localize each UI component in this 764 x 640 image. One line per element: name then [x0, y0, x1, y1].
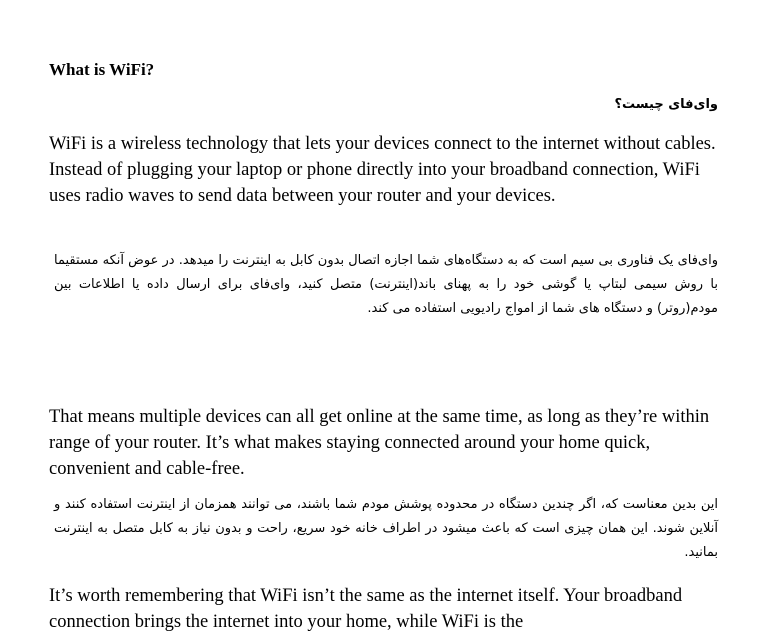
paragraph-2-persian: این بدین معناست که، اگر چندین دستگاه در محدوده پوشش مودم شما باشند، می توانند همزمان از اینترنت استفاده کنند و آنلاین شوند. این همان چیزی است که باعث میشود در اطراف خانه خود سریع، راحت و بدون نیاز به کابل متصل به اینترنت بمانید.	[54, 497, 718, 560]
heading-english: What is WiFi?	[49, 60, 155, 79]
heading-persian: وای‌فای چیست؟	[614, 97, 718, 112]
paragraph-2-english: That means multiple devices can all get online at the same time, as long as they’re within range of your router. It’s what makes staying connected around your home quick, convenient and cable-free.	[49, 407, 710, 479]
paragraph-3-english: It’s worth remembering that WiFi isn’t the same as the internet itself. Your broadband connection brings the internet into your home, while WiFi is the	[49, 586, 683, 632]
paragraph-1-persian: وای‌فای یک فناوری بی سیم است که به دستگاه‌های شما اجازه اتصال بدون کابل به اینترنت را میدهد. در عوض آنکه مستقیما با روش سیمی لبتاپ یا گوشی خود را به پهنای باند(اینترنت) متصل کنید، وای‌فای برای ارسال داده یا اطلاعات بین مودم(روتر) و دستگاه های شما از امواج رادیویی استفاده می کند.	[54, 253, 718, 316]
paragraph-1-english: WiFi is a wireless technology that lets your devices connect to the internet without cables. Instead of plugging your laptop or phone directly into your broadband connection, WiFi uses radio waves to send data between your router and your devices.	[49, 134, 716, 206]
